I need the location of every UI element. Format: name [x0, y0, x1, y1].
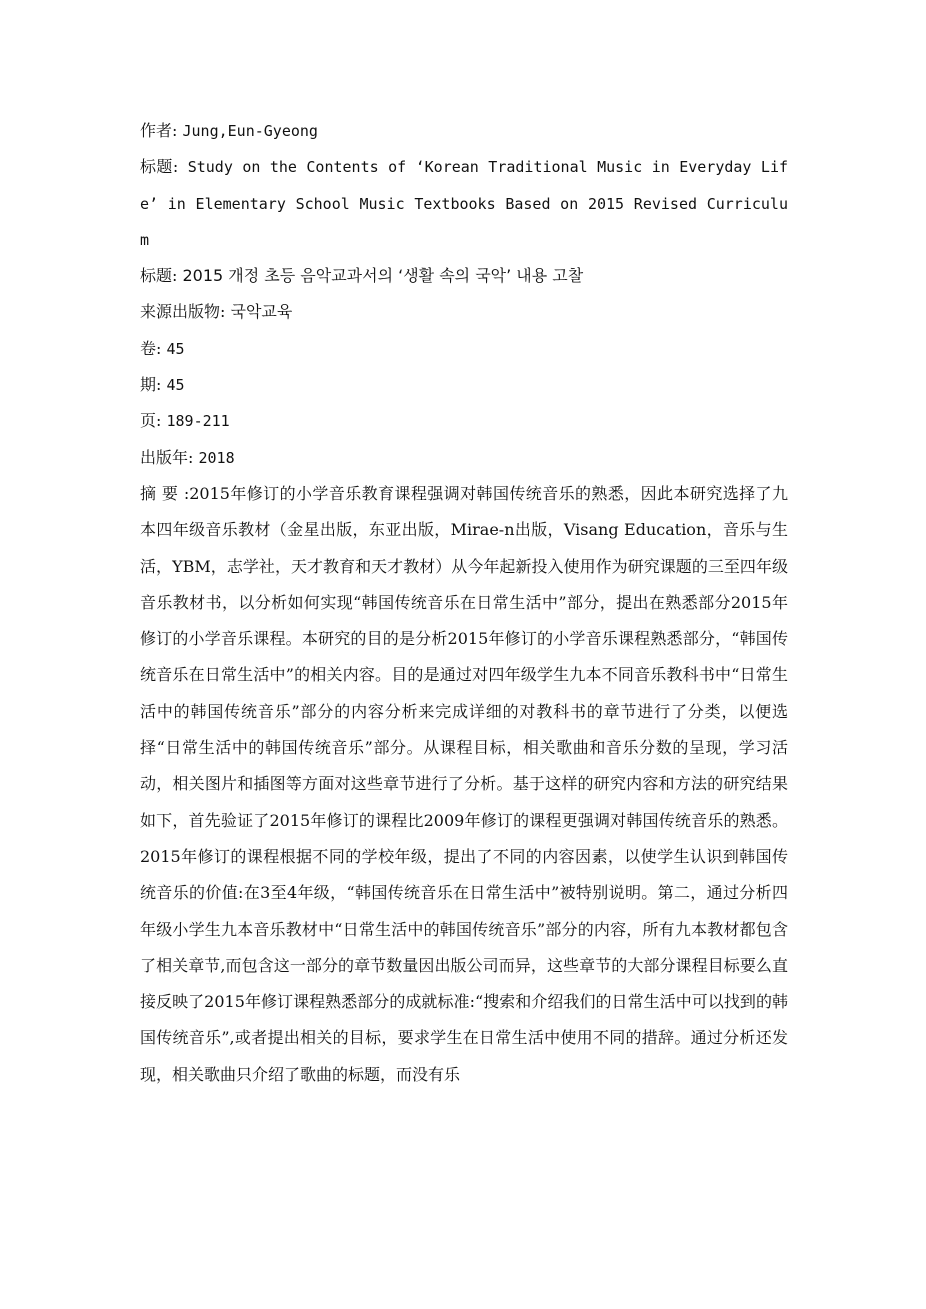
author-line	[140, 113, 788, 149]
pages-label: 页:	[140, 411, 162, 431]
source-value: 국악교육	[230, 302, 293, 322]
english-title-label: 标题:	[140, 157, 179, 177]
year-line	[140, 440, 788, 476]
abstract-label: 摘 要 :	[140, 483, 190, 503]
volume-label: 卷:	[140, 338, 162, 358]
author-label: 作者:	[140, 121, 178, 140]
english-title-value: Study on the Contents of ‘Korean Traditional Music in Everyday Life’ in Elementary School Music Textbooks Based on 2015 Revised Curriculum	[140, 158, 789, 249]
volume-line	[140, 331, 788, 367]
pages-line	[140, 403, 788, 439]
volume-value: 45	[166, 339, 185, 358]
document-page	[140, 113, 788, 1093]
korean-title-line	[140, 258, 788, 294]
author-value: Jung,Eun-Gyeong	[182, 122, 318, 140]
korean-title-label: 标题:	[140, 266, 178, 286]
issue-line	[140, 367, 788, 403]
english-title-line	[140, 149, 788, 258]
year-label: 出版年:	[140, 447, 194, 467]
year-value: 2018	[198, 448, 235, 467]
abstract-paragraph	[140, 476, 788, 1093]
source-label: 来源出版物:	[140, 302, 226, 322]
korean-title-value: 2015 개정 초등 음악교과서의 ‘생활 속의 국악’ 내용 고찰	[182, 266, 584, 286]
pages-value: 189-211	[166, 412, 230, 431]
issue-value: 45	[166, 376, 185, 395]
source-line	[140, 294, 788, 330]
abstract-text: 2015年修订的小学音乐教育课程强调对韩国传统音乐的熟悉，因此本研究选择了九本四年级音乐教材（金星出版，东亚出版，Mirae-n出版，Visang Education，音乐与生活，YBM，志学社，天才教育和天才教材）从今年起新投入使用作为研究课题的三至四年级音乐教材书，以分析如何实现“韩国传统音乐在日常生活中”部分，提出在熟悉部分2015年修订的小学音乐课程。本研究的目的是分析2015年修订的小学音乐课程熟悉部分，“韩国传统音乐在日常生活中”的相关内容。目的是通过对四年级学生九本不同音乐教科书中“日常生活中的韩国传统音乐”部分的内容分析来完成详细的对教科书的章节进行了分类，以便选择“日常生活中的韩国传统音乐”部分。从课程目标，相关歌曲和音乐分数的呈现，学习活动，相关图片和插图等方面对这些章节进行了分析。基于这样的研究内容和方法的研究结果如下，首先验证了2015年修订的课程比2009年修订的课程更强调对韩国传统音乐的熟悉。2015年修订的课程根据不同的学校年级，提出了不同的内容因素，以使学生认识到韩国传统音乐的价值:在3至4年级，“韩国传统音乐在日常生活中”被特别说明。第二，通过分析四年级小学生九本音乐教材中“日常生活中的韩国传统音乐”部分的内容，所有九本教材都包含了相关章节,而包含这一部分的章节数量因出版公司而异，这些章节的大部分课程目标要么直接反映了2015年修订课程熟悉部分的成就标准:“搜索和介绍我们的日常生活中可以找到的韩国传统音乐”,或者提出相关的目标，要求学生在日常生活中使用不同的措辞。通过分析还发现，相关歌曲只介绍了歌曲的标题，而没有乐	[140, 483, 788, 1084]
issue-label: 期:	[140, 375, 162, 395]
